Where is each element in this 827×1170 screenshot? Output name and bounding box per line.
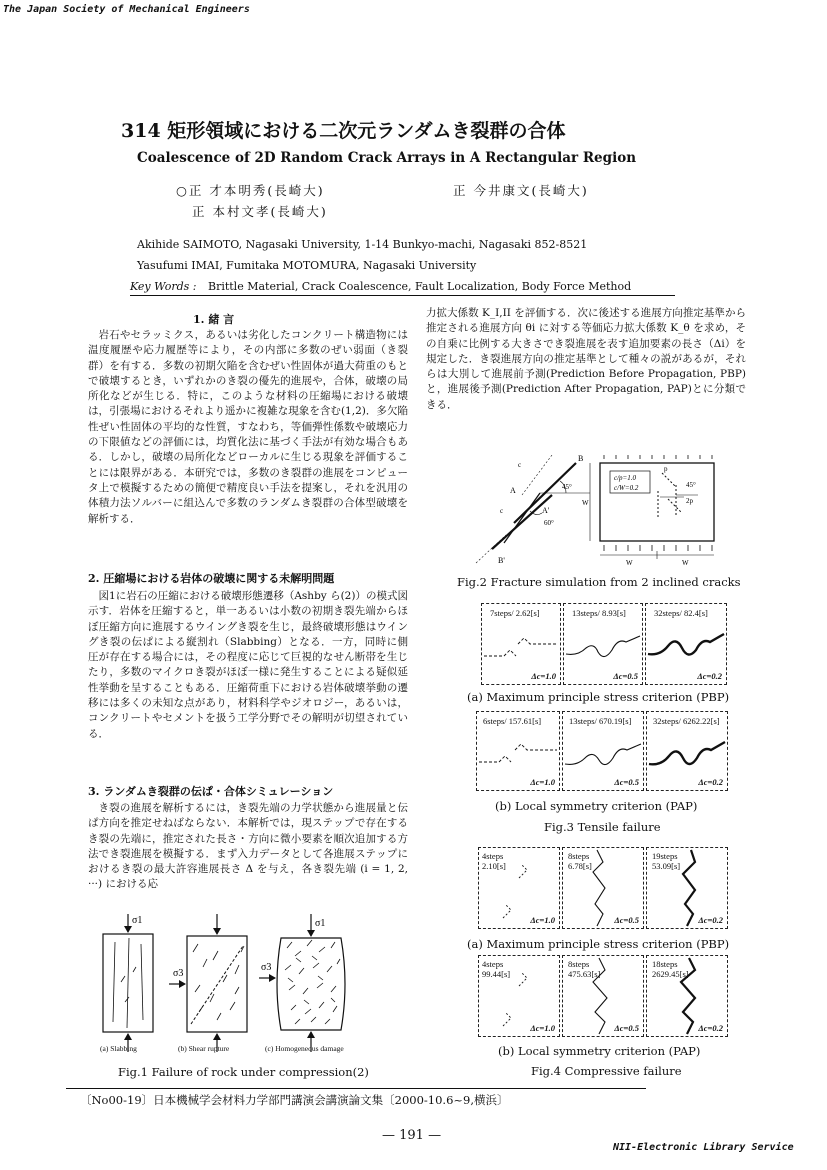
fig3a-panel-2-dc: Δc=0.5 bbox=[613, 671, 638, 681]
fig1-caption: Fig.1 Failure of rock under compression(2) bbox=[118, 1065, 369, 1079]
fig3b-panel-1-label: 6steps/ 157.61[s] bbox=[483, 716, 542, 726]
fig2-caption: Fig.2 Fracture simulation from 2 inclined cracks bbox=[457, 575, 741, 589]
fig4b-panel-1-dc: Δc=1.0 bbox=[530, 1023, 555, 1033]
keywords-line bbox=[130, 280, 675, 296]
footer-rule bbox=[66, 1088, 646, 1089]
fig2-rect-region bbox=[590, 455, 714, 559]
fig2-param-cw: c/W=0.2 bbox=[614, 484, 639, 492]
fig4-sub-b: (b) Local symmetry criterion (PAP) bbox=[498, 1044, 701, 1058]
nii-footer: NII-Electronic Library Service bbox=[613, 1142, 794, 1153]
fig4a-panel-2-dc: Δc=0.5 bbox=[614, 915, 639, 925]
fig2-label-c1: c bbox=[518, 461, 522, 469]
fig4b-panel-2-label: 8steps 475.63[s] bbox=[568, 959, 601, 979]
fig1-label-a: (a) Slabbing bbox=[100, 1044, 137, 1053]
section-2-title: 2. 圧縮場における岩体の破壊に関する未解明問題 bbox=[88, 572, 335, 585]
affiliation-1: Akihide SAIMOTO, Nagasaki University, 1-14 Bunkyo-machi, Nagasaki 852-8521 bbox=[137, 238, 588, 251]
keywords-text: Brittle Material, Crack Coalescence, Fault Localization, Body Force Method bbox=[207, 280, 632, 293]
figure-1 bbox=[95, 912, 395, 1062]
fig1-sigma1-a: σ1 bbox=[132, 915, 143, 926]
fig3b-panel-2-label: 13steps/ 670.19[s] bbox=[569, 716, 632, 726]
fig4b-panel-3-dc: Δc=0.2 bbox=[698, 1023, 723, 1033]
section-3-text: き裂の進展を解析するには，き裂先端の力学状態から進展量と伝ぱ方向を推定せねばならない．本解析では，現ステップで存在するき裂の先端に，推定された長さ・方向に微小要素を順次追加する方法でき裂進展を模擬する．まず入力データとして各進展ステップにおけるき裂の最大許容進展長さ Δ を与え，各き裂先端 (i = 1, 2, ···) における応 bbox=[88, 802, 408, 891]
paper-title-en: Coalescence of 2D Random Crack Arrays in A Rectangular Region bbox=[137, 150, 637, 166]
fig3b-panel-1 bbox=[476, 711, 560, 791]
fig3b-panel-2-dc: Δc=0.5 bbox=[614, 777, 639, 787]
fig3a-panel-1-dc: Δc=1.0 bbox=[531, 671, 556, 681]
fig2-label-p: p bbox=[664, 465, 668, 473]
paper-title: 314 矩形領域における二次元ランダムき裂群の合体 bbox=[121, 120, 566, 142]
fig3b-panel-1-dc: Δc=1.0 bbox=[530, 777, 555, 787]
fig3a-panel-2 bbox=[563, 603, 643, 685]
fig1-homogeneous-block bbox=[259, 914, 345, 1052]
affiliation-2: Yasufumi IMAI, Fumitaka MOTOMURA, Nagasaki University bbox=[137, 259, 477, 272]
fig2-label-c2: c bbox=[500, 507, 504, 515]
society-header: The Japan Society of Mechanical Engineers bbox=[3, 4, 250, 15]
figure-2 bbox=[470, 455, 740, 573]
fig2-label-W-vert: W bbox=[582, 499, 589, 507]
page-number: — 191 — bbox=[382, 1128, 442, 1143]
fig3a-panel-3 bbox=[645, 603, 727, 685]
fig2-angle-45: 45° bbox=[562, 483, 572, 491]
fig2-label-Ap: A' bbox=[542, 506, 550, 515]
fig4-caption: Fig.4 Compressive failure bbox=[531, 1064, 682, 1078]
section-1-text: 岩石やセラッミクス，あるいは劣化したコンクリート構造物には温度履歴や応力履歴等により，その内部に多数のぜい弱面（き裂群）を有する．多数の初期欠陥を含むぜい性固体が過大荷重のもとで破壊するとき，いずれかのき裂の優先的進展や，合体，破壊の局所化などが生じる．特に，このような材料の圧縮場における破壊は，引張場におけるそれより遥かに複雑な現象を含む(1,2)．多欠陥性ぜい性固体の平均的な性質，すなわち，等価弾性係数や破壊応力の下限値などの評価には，均質化法に基づく手法が有効な場合もある．しかし，破壊の局所化などローカルに生じる現象を評価することには限界がある．本研究では，多数のき裂群の進展をコンピュータ上で模擬するための簡便で精度良い手法を提案し，それを汎用の体積力法ソルバーに組込んで多数のランダムき裂群の合体型破壊を解析する． bbox=[88, 329, 408, 525]
fig3a-panel-2-label: 13steps/ 8.93[s] bbox=[572, 608, 626, 618]
fig4b-panel-2-dc: Δc=0.5 bbox=[614, 1023, 639, 1033]
fig3b-panel-3-dc: Δc=0.2 bbox=[698, 777, 723, 787]
fig2-angle-60: 60° bbox=[544, 519, 554, 527]
fig3b-panel-3-label: 32steps/ 6262.22[s] bbox=[653, 716, 720, 726]
fig4a-panel-3-label: 19steps 53.09[s] bbox=[652, 851, 681, 871]
fig2-label-A: A bbox=[510, 486, 516, 495]
fig3b-panel-2 bbox=[562, 711, 644, 791]
fig1-shear-block bbox=[169, 914, 247, 1052]
fig3a-panel-1 bbox=[481, 603, 561, 685]
fig2-label-W-right: W bbox=[682, 559, 689, 567]
fig3a-panel-3-label: 32steps/ 82.4[s] bbox=[654, 608, 708, 618]
fig1-slabbing-block bbox=[103, 914, 153, 1052]
fig3a-panel-1-label: 7steps/ 2.62[s] bbox=[490, 608, 540, 618]
col2-text: 力拡大係数 K_I,II を評価する．次に後述する進展方向推定基準から推定される進展方向 θi に対する等価応力拡大係数 K_θ を求め，その自乗に比例する大きさでき裂進展を表す追加要素の長さ（Δi）を規定した．き裂進展方向の推定基準として種々の説があるが，それらは大別して進展前予測(Prediction Before Propagation, PBP)と，進展後予測(Prediction After Propagation, PAP)とに分類できる． bbox=[426, 307, 746, 411]
fig4a-panel-1-label: 4steps 2.10[s] bbox=[482, 851, 506, 871]
section-1-title: 1. 緒 言 bbox=[193, 313, 235, 326]
fig2-label-2p: 2p bbox=[686, 497, 693, 505]
fig4b-panel-1-label: 4steps 99.44[s] bbox=[482, 959, 511, 979]
fig2-label-Bp: B' bbox=[498, 556, 505, 565]
author-2: 正 今井康文(長崎大) bbox=[453, 183, 589, 198]
fig3b-panel-3 bbox=[646, 711, 728, 791]
keywords-label: Key Words : bbox=[130, 280, 197, 293]
fig3-sub-b: (b) Local symmetry criterion (PAP) bbox=[495, 799, 698, 813]
author-3: 正 本村文孝(長崎大) bbox=[192, 204, 328, 219]
author-1: ○正 才本明秀(長崎大) bbox=[176, 183, 325, 198]
fig4a-panel-3 bbox=[646, 847, 728, 929]
fig4a-panel-3-dc: Δc=0.2 bbox=[698, 915, 723, 925]
fig1-label-b: (b) Shear rupture bbox=[178, 1044, 230, 1053]
fig4a-panel-1-dc: Δc=1.0 bbox=[530, 915, 555, 925]
fig4b-panel-3 bbox=[646, 955, 728, 1037]
fig4b-panel-1 bbox=[478, 955, 560, 1037]
fig2-label-B: B bbox=[578, 455, 584, 463]
proceedings-line: 〔No00-19〕日本機械学会材料力学部門講演会講演論文集〔2000-10.6~9,横浜〕 bbox=[80, 1093, 509, 1107]
fig3-caption: Fig.3 Tensile failure bbox=[544, 820, 661, 834]
fig1-label-c: (c) Homogeneous damage bbox=[265, 1044, 344, 1053]
section-3-title: 3. ランダムき裂群の伝ぱ・合体シミュレーション bbox=[88, 785, 334, 798]
fig4-sub-a: (a) Maximum principle stress criterion (PBP) bbox=[467, 937, 730, 951]
fig2-label-W-left: W bbox=[626, 559, 633, 567]
fig4a-panel-1 bbox=[478, 847, 560, 929]
fig2-param-cp: c/p=1.0 bbox=[614, 474, 637, 482]
fig3a-panel-3-dc: Δc=0.2 bbox=[697, 671, 722, 681]
fig4b-panel-3-label: 18steps 2629.45[s] bbox=[652, 959, 689, 979]
fig2-angle-45b: 45° bbox=[686, 481, 696, 489]
section-2-text: 図1に岩石の圧縮における破壊形態遷移（Ashby ら(2)）の模式図示す．岩体を圧縮すると，単一あるいは小数の初期き裂先端からほぼ圧縮方向に進展するウイングき裂を生じ，最終破壊形態はウイングき裂の伝ぱによる縦割れ（Slabbing）となる．一方，同時に側圧が存在する場合には，その程度に応じて巨視的なせん断帯を生じたり，多数のマイクロき裂がほぼ一様に発生することによる疑似延性挙動を呈することもある．圧縮荷重下における岩体破壊挙動の遷移には多くの未知な点があり，材料科学やジオロジー，あるいは，コンクリートやセメントを扱う工学分野でその解明が切望されている． bbox=[88, 590, 408, 740]
fig3-sub-a: (a) Maximum principle stress criterion (PBP) bbox=[467, 690, 730, 704]
fig1-sigma1-c: σ1 bbox=[315, 918, 326, 929]
fig4a-panel-2-label: 8steps 6.78[s] bbox=[568, 851, 592, 871]
fig1-sigma3-b: σ3 bbox=[173, 968, 184, 979]
fig4a-panel-2 bbox=[562, 847, 644, 929]
fig2-inclined-cracks bbox=[476, 455, 590, 563]
fig4b-panel-2 bbox=[562, 955, 644, 1037]
fig1-sigma3-c: σ3 bbox=[261, 962, 272, 973]
